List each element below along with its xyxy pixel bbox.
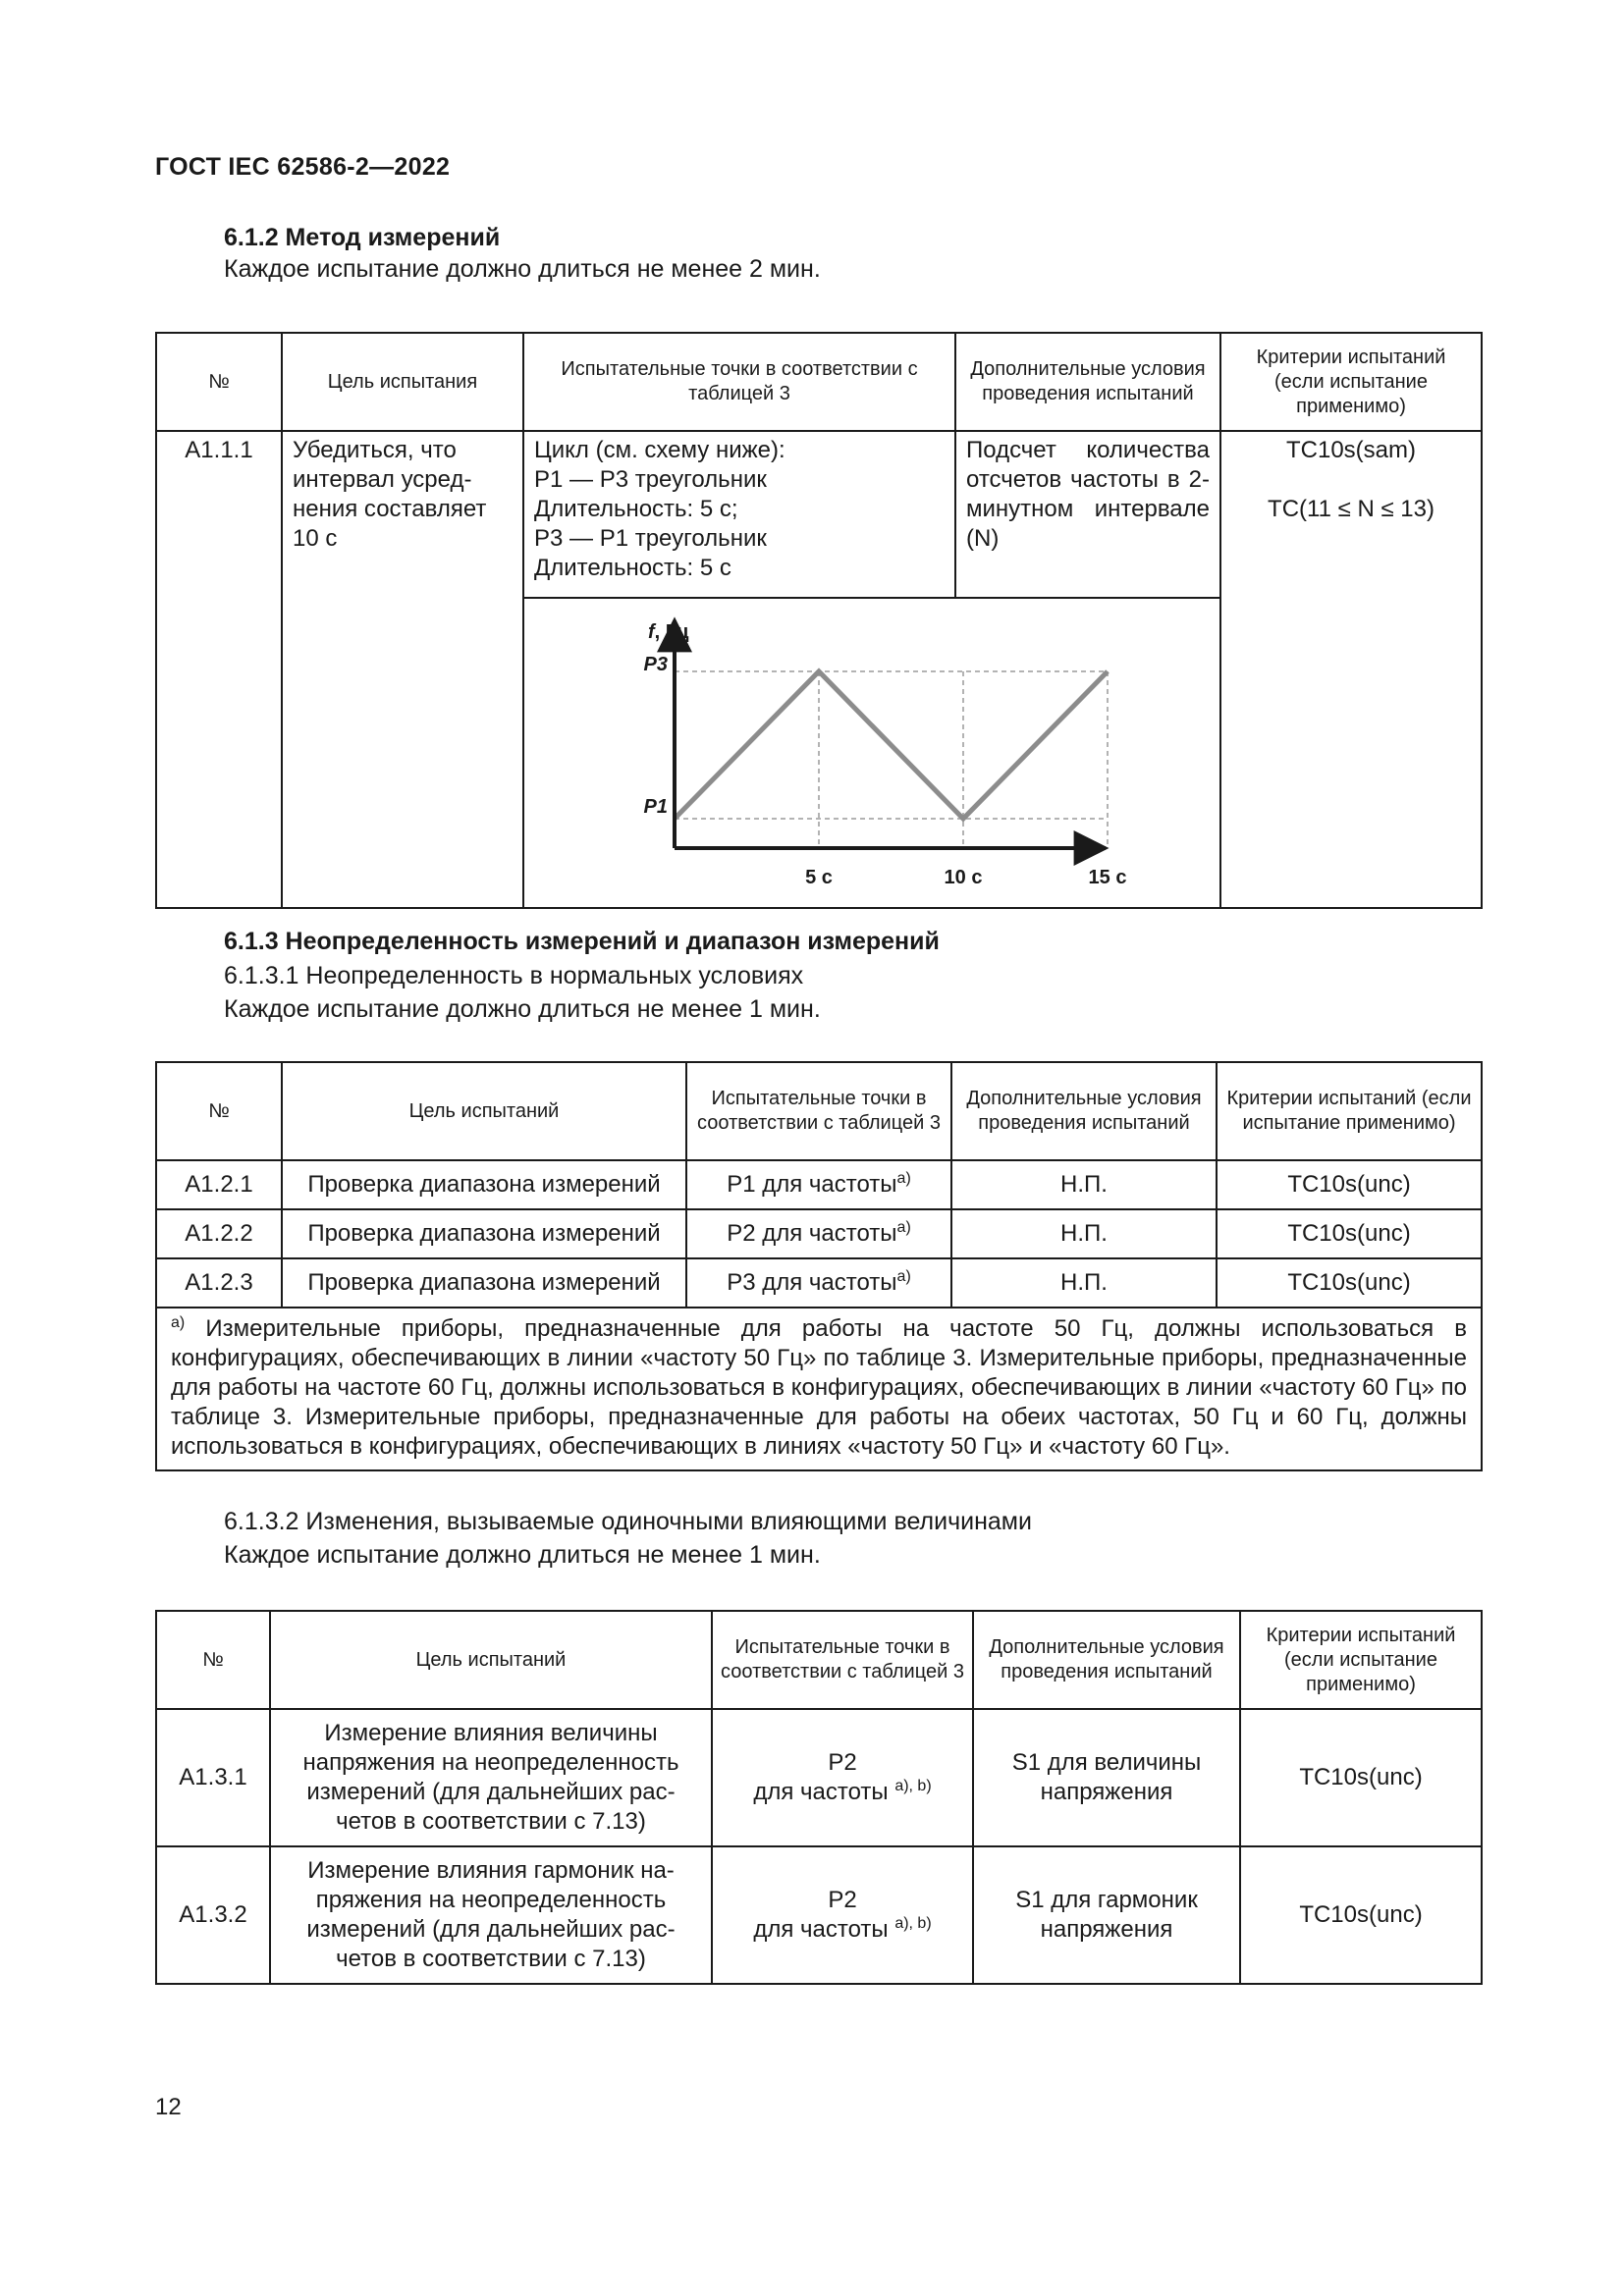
table-row xyxy=(156,1209,1482,1258)
row-num: A1.2.2 xyxy=(156,1209,282,1258)
footnote-ref: a), b) xyxy=(894,1915,932,1932)
row-conditions: Н.П. xyxy=(951,1258,1217,1308)
tick-label-p3: P3 xyxy=(643,654,668,675)
footnote-ref: a) xyxy=(896,1219,911,1236)
section-613-title: 6.1.3 Неопределенность измерений и диапазон измерений xyxy=(224,928,940,955)
row-goal: Проверка диапазона измерений xyxy=(282,1209,686,1258)
points-line: P3 — P1 треугольник xyxy=(534,525,767,552)
table-uncertainty xyxy=(155,1061,1483,1471)
row-points xyxy=(686,1258,951,1308)
cond-line: S1 для величины xyxy=(1011,1749,1202,1776)
points-frequency: для частоты $^{a), b)}$ xyxy=(753,1915,932,1943)
goal-line: четов в соответствии с 7.13) xyxy=(336,1808,646,1835)
table-method xyxy=(155,332,1483,909)
criteria-line: TC(11 ≤ N ≤ 13) xyxy=(1268,496,1435,522)
section-612-title: 6.1.2 Метод измерений xyxy=(224,224,501,251)
points-level: P2 xyxy=(828,1887,857,1913)
document-id: ГОСТ IEC 62586-2—2022 xyxy=(155,153,451,181)
points-level: P2 xyxy=(828,1749,857,1776)
row-goal: Проверка диапазона измерений xyxy=(282,1160,686,1209)
goal-line: интервал усред- xyxy=(293,466,472,493)
table-row xyxy=(156,1709,1482,1846)
header-goal: Цель испытаний xyxy=(270,1611,712,1709)
header-goal: Цель испытаний xyxy=(282,1062,686,1160)
table-row xyxy=(156,431,1482,598)
header-goal: Цель испытания xyxy=(282,333,523,431)
footnote-mark: a) xyxy=(171,1314,186,1331)
header-criteria: Критерии испытаний (если испытание применимо) xyxy=(1240,1611,1482,1709)
goal-line: Измерение влияния гармоник на- xyxy=(307,1857,675,1884)
x-tick-label: 15 с xyxy=(1088,867,1127,888)
goal-line: пряжения на неопределенность xyxy=(315,1887,667,1913)
section-6132-title: 6.1.3.2 Изменения, вызываемые одиночными влияющими величинами xyxy=(224,1508,1032,1535)
section-6131-title: 6.1.3.1 Неопределенность в нормальных условиях xyxy=(224,962,804,989)
row-num: A1.1.1 xyxy=(156,431,282,908)
table-header-row xyxy=(156,1062,1482,1160)
goal-line: нения составляет xyxy=(293,496,487,522)
points-line: P1 — P3 треугольник xyxy=(534,466,767,493)
header-num: № xyxy=(156,1611,270,1709)
header-points: Испытательные точки в соответствии с таблицей 3 xyxy=(686,1062,951,1160)
chart-cell xyxy=(523,598,1220,908)
points-text: P2 для частоты xyxy=(727,1220,897,1247)
chart-reference-lines xyxy=(675,671,1108,848)
footnote-text: Измерительные приборы, предназначенные для работы на частоте 50 Гц, должны использоваться в конфигурациях, обеспечивающих в линии «частоту 50 Гц» по таблице 3. Измерительные приборы, предназначенные для работы на частоте 60 Гц, должны использоваться в конфигурациях, обеспечивающих в линии «частоту 60 Гц» по таблице 3. Измерительные приборы, предназначенные для работы на обеих частотах, 50 Гц и 60 Гц, должны использоваться в конфигурациях, обеспечивающих в линиях «частоту 50 Гц» и «частоту 60 Гц». xyxy=(171,1315,1468,1460)
footnote-row xyxy=(156,1308,1482,1470)
criteria-line: TC10s(sam) xyxy=(1285,437,1416,463)
x-tick-labels xyxy=(805,867,1126,888)
points-line: Длительность: 5 с; xyxy=(534,496,738,522)
header-criteria: Критерии испытаний (если испытание применимо) xyxy=(1217,1062,1482,1160)
row-criteria: TC10s(unc) xyxy=(1240,1846,1482,1984)
row-goal: Проверка диапазона измерений xyxy=(282,1258,686,1308)
row-conditions xyxy=(973,1709,1240,1846)
row-num: A1.3.1 xyxy=(156,1709,270,1846)
header-num: № xyxy=(156,333,282,431)
row-goal xyxy=(270,1709,712,1846)
table-header-row xyxy=(156,1611,1482,1709)
goal-line: измерений (для дальнейших рас- xyxy=(306,1916,676,1943)
row-points xyxy=(523,431,955,598)
section-6132-duration: Каждое испытание должно длиться не менее 1 мин. xyxy=(224,1541,821,1569)
table-header-row xyxy=(156,333,1482,431)
row-num: A1.2.1 xyxy=(156,1160,282,1209)
row-points xyxy=(712,1709,973,1846)
row-points xyxy=(686,1160,951,1209)
header-points: Испытательные точки в соответствии с таблицей 3 xyxy=(712,1611,973,1709)
row-goal xyxy=(270,1846,712,1984)
points-line: Цикл (см. схему ниже): xyxy=(534,437,785,463)
row-criteria: TC10s(unc) xyxy=(1240,1709,1482,1846)
goal-line: напряжения на неопределенность xyxy=(302,1749,679,1776)
row-conditions xyxy=(973,1846,1240,1984)
table-influence xyxy=(155,1610,1483,1985)
table-row xyxy=(156,1258,1482,1308)
page-number: 12 xyxy=(155,2094,182,2120)
goal-line: Убедиться, что xyxy=(293,437,457,463)
table-footnote xyxy=(156,1308,1482,1470)
x-tick-label: 5 с xyxy=(805,867,833,888)
tick-label-p1: P1 xyxy=(643,796,668,818)
cond-line: напряжения xyxy=(1040,1916,1173,1943)
section-612-duration: Каждое испытание должно длиться не менее 2 мин. xyxy=(224,255,821,283)
row-num: A1.2.3 xyxy=(156,1258,282,1308)
footnote-ref: a) xyxy=(896,1170,911,1187)
row-points xyxy=(712,1846,973,1984)
table-row xyxy=(156,1846,1482,1984)
section-613-duration: Каждое испытание должно длиться не менее 1 мин. xyxy=(224,995,821,1023)
goal-line: Измерение влияния величины xyxy=(324,1720,658,1746)
points-text: P3 для частоты xyxy=(727,1269,897,1296)
row-conditions: Н.П. xyxy=(951,1160,1217,1209)
table-row xyxy=(156,1160,1482,1209)
x-tick-label: 10 с xyxy=(944,867,983,888)
header-criteria: Критерии испытаний (если испытание применимо) xyxy=(1220,333,1482,431)
cond-line: напряжения xyxy=(1040,1779,1173,1805)
points-frequency: для частоты $^{a), b)}$ xyxy=(753,1778,932,1805)
row-num: A1.3.2 xyxy=(156,1846,270,1984)
y-axis-label: f, Гц xyxy=(648,621,689,643)
row-criteria xyxy=(1220,431,1482,908)
points-line: Длительность: 5 с xyxy=(534,555,731,581)
header-conditions: Дополнительные условия проведения испытаний xyxy=(951,1062,1217,1160)
goal-line: 10 с xyxy=(293,525,338,552)
row-goal xyxy=(282,431,523,908)
row-criteria: TC10s(unc) xyxy=(1217,1258,1482,1308)
frequency-cycle-chart xyxy=(524,599,1221,899)
chart-series-line xyxy=(675,671,1108,819)
header-points: Испытательные точки в соответствии с таблицей 3 xyxy=(523,333,955,431)
row-conditions: Н.П. xyxy=(951,1209,1217,1258)
header-conditions: Дополнительные условия проведения испытаний xyxy=(973,1611,1240,1709)
goal-line: четов в соответствии с 7.13) xyxy=(336,1946,646,1972)
header-num: № xyxy=(156,1062,282,1160)
row-conditions: Подсчет количества отсчетов частоты в 2-минутном интервале (N) xyxy=(955,431,1220,598)
header-conditions: Дополнительные условия проведения испытаний xyxy=(955,333,1220,431)
cond-line: S1 для гармоник xyxy=(1015,1887,1198,1913)
row-criteria: TC10s(unc) xyxy=(1217,1160,1482,1209)
footnote-ref: a), b) xyxy=(894,1778,932,1794)
footnote-ref: a) xyxy=(896,1268,911,1285)
points-text: P1 для частоты xyxy=(727,1171,897,1198)
goal-line: измерений (для дальнейших рас- xyxy=(306,1779,676,1805)
row-criteria: TC10s(unc) xyxy=(1217,1209,1482,1258)
row-points xyxy=(686,1209,951,1258)
